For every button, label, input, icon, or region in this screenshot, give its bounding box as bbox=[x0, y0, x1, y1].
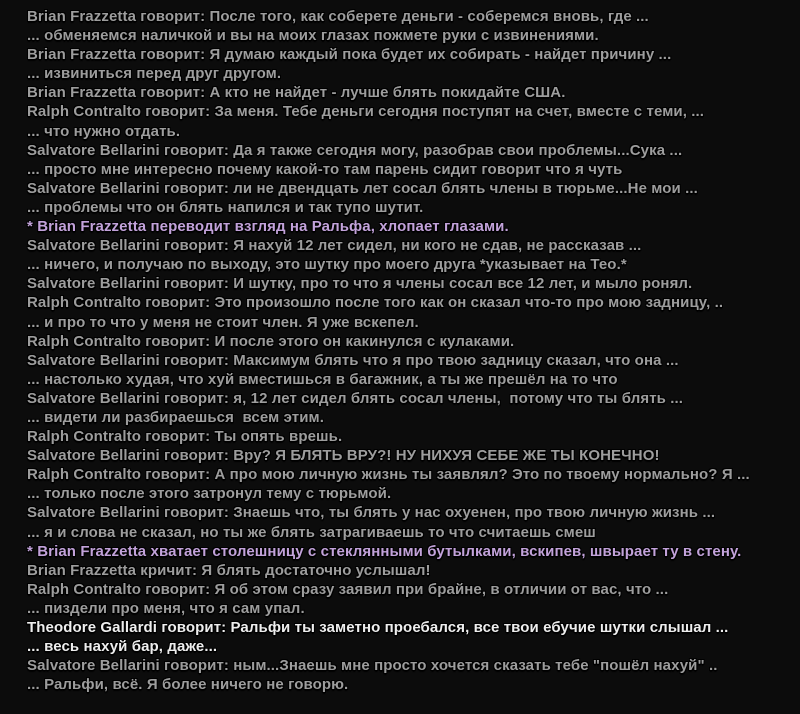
chat-line: ... Ральфи, всё. Я более ничего не говорю. bbox=[27, 676, 349, 694]
chat-line: ... извиниться перед друг другом. bbox=[27, 65, 282, 83]
chat-line: Salvatore Bellarini говорит: ным...Знаешь мне просто хочется сказать тебе "пошёл нахуй" .. bbox=[27, 657, 718, 675]
chat-line: Salvatore Bellarini говорит: Максимум блять что я про твою задницу сказал, что она ... bbox=[27, 351, 679, 369]
chat-line: Ralph Contralto говорит: Это произошло после того как он сказал что-то про мою задницу, .. bbox=[27, 294, 724, 312]
chat-line: Salvatore Bellarini говорит: Знаешь что, ты блять у нас охуенен, про твою личную жизнь ... bbox=[27, 504, 716, 522]
chat-line: * Brian Frazzetta хватает столешницу с стеклянными бутылками, вскипев, швырает ту в стену. bbox=[27, 542, 742, 560]
chat-line: Salvatore Bellarini говорит: И шутку, про то что я члены сосал все 12 лет, и мыло ронял. bbox=[27, 275, 693, 293]
chat-line: ... я и слова не сказал, но ты же блять затрагиваешь то что считаешь смеш bbox=[27, 523, 596, 541]
chat-line: Brian Frazzetta говорит: После того, как соберете деньги - соберемся вновь, где ... bbox=[27, 8, 649, 25]
chat-line: Ralph Contralto говорит: А про мою личную жизнь ты заявлял? Это по твоему нормально? Я ... bbox=[27, 466, 750, 484]
chat-line: Salvatore Bellarini говорит: Вру? Я БЛЯТЬ ВРУ?! НУ НИХУЯ СЕБЕ ЖЕ ТЫ КОНЕЧНО! bbox=[27, 447, 660, 465]
chat-line: ... ничего, и получаю по выходу, это шутку про моего друга *указывает на Тео.* bbox=[27, 256, 627, 274]
chat-line: ... пиздели про меня, что я сам упал. bbox=[27, 599, 305, 617]
chat-line: ... проблемы что он блять напился и так тупо шутит. bbox=[27, 198, 424, 216]
chat-line: Ralph Contralto говорит: И после этого он какинулся с кулаками. bbox=[27, 332, 515, 350]
chat-line: ... что нужно отдать. bbox=[27, 122, 181, 140]
chat-line: Brian Frazzetta кричит: Я блять достаточно услышал! bbox=[27, 561, 431, 579]
chat-line: Salvatore Bellarini говорит: я, 12 лет сидел блять сосал члены, потому что ты блять ... bbox=[27, 389, 684, 407]
chat-line: Brian Frazzetta говорит: А кто не найдет - лучше блять покидайте США. bbox=[27, 84, 566, 102]
chat-line: Theodore Gallardi говорит: Ральфи ты заметно проебался, все твои ебучие шутки слышал ... bbox=[27, 619, 729, 636]
chat-line: ... видети ли разбираешься всем этим. bbox=[27, 408, 325, 426]
chat-line: Salvatore Bellarini говорит: Я нахуй 12 лет сидел, ни кого не сдав, не рассказав ... bbox=[27, 237, 642, 255]
chat-line: ... только после этого затронул тему с тюрьмой. bbox=[27, 485, 392, 503]
chat-line: Salvatore Bellarini говорит: Да я также сегодня могу, разобрав свои проблемы...Сука ... bbox=[27, 141, 683, 159]
chat-line: Salvatore Bellarini говорит: ли не двендцать лет сосал блять члены в тюрьме...Не мои ... bbox=[27, 179, 698, 197]
chat-line: * Brian Frazzetta переводит взгляд на Ральфа, хлопает глазами. bbox=[27, 218, 509, 236]
chat-line: ... весь нахуй бар, даже... bbox=[27, 638, 218, 656]
chat-line: Ralph Contralto говорит: Я об этом сразу заявил при брайне, в отличии от вас, что ... bbox=[27, 580, 669, 598]
chat-line: ... настолько худая, что хуй вместишься в багажник, а ты же прешёл на то что bbox=[27, 370, 618, 388]
chat-line: Ralph Contralto говорит: Ты опять врешь. bbox=[27, 428, 343, 446]
chat-line: Brian Frazzetta говорит: Я думаю каждый пока будет их собирать - найдет причину ... bbox=[27, 46, 672, 64]
chat-line: ... и про то что у меня не стоит член. Я уже вскепел. bbox=[27, 313, 419, 331]
chat-line: ... просто мне интересно почему какой-то там парень сидит говорит что я чуть bbox=[27, 160, 623, 178]
chat-line: ... обменяемся наличкой и вы на моих глазах пожмете руки с извинениями. bbox=[27, 27, 599, 45]
chat-line: Ralph Contralto говорит: За меня. Тебе деньги сегодня поступят на счет, вместе с теми, ... bbox=[27, 103, 705, 121]
